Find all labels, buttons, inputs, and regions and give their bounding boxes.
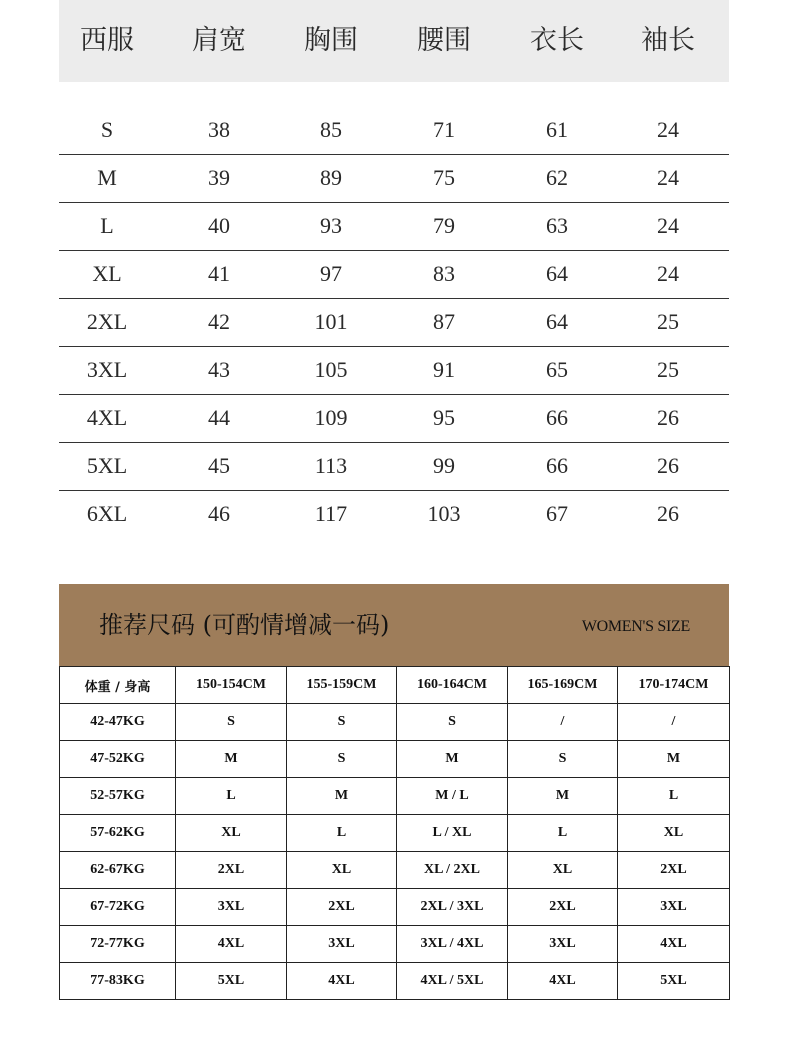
size-cell: M / L bbox=[397, 778, 508, 815]
measurement-cell: 87 bbox=[433, 309, 455, 334]
measurement-cell: 75 bbox=[433, 165, 455, 190]
measurement-cell: 93 bbox=[320, 213, 342, 238]
measurement-cell: 105 bbox=[314, 357, 348, 382]
measurement-cell: 44 bbox=[208, 405, 230, 430]
size-label: 6XL bbox=[86, 501, 128, 526]
measurement-cell: 64 bbox=[546, 261, 568, 286]
measurement-cell: 62 bbox=[546, 165, 568, 190]
table-row bbox=[60, 704, 730, 741]
size-cell: 4XL bbox=[508, 963, 618, 1000]
size-cell: L bbox=[508, 815, 618, 852]
size-label: 3XL bbox=[86, 357, 128, 382]
header-cell: 西服 bbox=[80, 25, 134, 56]
size-cell: 2XL bbox=[618, 852, 730, 889]
table-row bbox=[60, 741, 730, 778]
recommend-title: 推荐尺码 (可酌情增减一码) bbox=[99, 611, 390, 639]
size-cell: L bbox=[287, 815, 397, 852]
size-cell: 3XL bbox=[618, 889, 730, 926]
measurement-cell: 25 bbox=[657, 357, 679, 382]
measurement-cell: 63 bbox=[546, 213, 568, 238]
recommend-header-row bbox=[60, 667, 730, 704]
measurement-cell: 39 bbox=[208, 165, 230, 190]
size-cell: 3XL bbox=[287, 926, 397, 963]
size-cell: 2XL bbox=[508, 889, 618, 926]
size-label: 4XL bbox=[86, 405, 128, 430]
measurement-cell: 61 bbox=[546, 117, 568, 142]
size-cell: 2XL bbox=[176, 852, 287, 889]
measurement-cell: 38 bbox=[208, 117, 230, 142]
measurement-cell: 24 bbox=[657, 165, 679, 190]
size-cell: 4XL / 5XL bbox=[397, 963, 508, 1000]
size-cell: XL bbox=[287, 852, 397, 889]
size-cell: S bbox=[397, 704, 508, 741]
table-row bbox=[60, 815, 730, 852]
weight-cell: 52-57KG bbox=[60, 778, 176, 815]
size-cell: 5XL bbox=[176, 963, 287, 1000]
measurement-cell: 99 bbox=[433, 453, 455, 478]
size-cell: S bbox=[287, 741, 397, 778]
measurement-cell: 64 bbox=[546, 309, 568, 334]
measurement-cell: 97 bbox=[320, 261, 342, 286]
size-cell: 3XL bbox=[508, 926, 618, 963]
table-row bbox=[59, 202, 729, 251]
measurement-cell: 25 bbox=[657, 309, 679, 334]
measurement-cell: 42 bbox=[208, 309, 230, 334]
height-header: 160-164CM bbox=[397, 667, 508, 704]
header-cell: 肩宽 bbox=[192, 25, 246, 56]
measurement-cell: 89 bbox=[320, 165, 342, 190]
size-label: L bbox=[100, 213, 114, 238]
corner-cell: 体重 / 身高 bbox=[60, 667, 176, 704]
table-row bbox=[59, 154, 729, 203]
size-cell: XL bbox=[176, 815, 287, 852]
size-cell: M bbox=[618, 741, 730, 778]
measurement-cell: 79 bbox=[433, 213, 455, 238]
recommend-subtitle: WOMEN'S SIZE bbox=[581, 618, 690, 635]
measurement-cell: 95 bbox=[433, 405, 455, 430]
size-label: 2XL bbox=[86, 309, 128, 334]
recommend-table bbox=[59, 666, 730, 1000]
height-header: 150-154CM bbox=[176, 667, 287, 704]
size-cell: 3XL bbox=[176, 889, 287, 926]
measurement-cell: 85 bbox=[320, 117, 342, 142]
weight-cell: 72-77KG bbox=[60, 926, 176, 963]
measurement-cell: 117 bbox=[314, 501, 348, 526]
size-cell: L / XL bbox=[397, 815, 508, 852]
table-row bbox=[59, 250, 729, 299]
size-cell: S bbox=[508, 741, 618, 778]
measurement-cell: 71 bbox=[433, 117, 455, 142]
table-row bbox=[59, 346, 729, 395]
table-row bbox=[60, 963, 730, 1000]
measurement-cell: 26 bbox=[657, 501, 679, 526]
size-cell: / bbox=[618, 704, 730, 741]
measurement-cell: 91 bbox=[433, 357, 455, 382]
size-cell: M bbox=[397, 741, 508, 778]
weight-cell: 67-72KG bbox=[60, 889, 176, 926]
size-cell: 2XL bbox=[287, 889, 397, 926]
height-header: 155-159CM bbox=[287, 667, 397, 704]
measurement-cell: 24 bbox=[657, 117, 679, 142]
size-cell: M bbox=[508, 778, 618, 815]
measurement-cell: 24 bbox=[657, 261, 679, 286]
measurement-cell: 66 bbox=[546, 405, 568, 430]
header-cell: 袖长 bbox=[641, 25, 695, 56]
table-row bbox=[59, 442, 729, 491]
measurement-cell: 26 bbox=[657, 405, 679, 430]
size-cell: XL bbox=[618, 815, 730, 852]
measurement-cell: 40 bbox=[208, 213, 230, 238]
size-cell: 5XL bbox=[618, 963, 730, 1000]
header-cell: 胸围 bbox=[304, 25, 358, 56]
size-label: 5XL bbox=[86, 453, 128, 478]
weight-cell: 47-52KG bbox=[60, 741, 176, 778]
size-label: S bbox=[100, 117, 114, 142]
measurement-cell: 26 bbox=[657, 453, 679, 478]
measurement-cell: 67 bbox=[546, 501, 568, 526]
weight-cell: 57-62KG bbox=[60, 815, 176, 852]
table-row bbox=[59, 298, 729, 347]
size-cell: / bbox=[508, 704, 618, 741]
header-cell: 腰围 bbox=[417, 25, 471, 56]
table-row bbox=[60, 852, 730, 889]
size-cell: 4XL bbox=[287, 963, 397, 1000]
size-cell: S bbox=[287, 704, 397, 741]
size-cell: XL / 2XL bbox=[397, 852, 508, 889]
size-cell: M bbox=[176, 741, 287, 778]
measurement-cell: 109 bbox=[314, 405, 348, 430]
table-row bbox=[59, 394, 729, 443]
weight-cell: 42-47KG bbox=[60, 704, 176, 741]
measurement-cell: 113 bbox=[314, 453, 348, 478]
recommend-banner bbox=[59, 584, 729, 666]
measurement-cell: 45 bbox=[208, 453, 230, 478]
measurement-cell: 101 bbox=[314, 309, 348, 334]
measurement-cell: 65 bbox=[546, 357, 568, 382]
measurement-cell: 103 bbox=[427, 501, 461, 526]
measurement-cell: 83 bbox=[433, 261, 455, 286]
size-cell: 4XL bbox=[618, 926, 730, 963]
weight-cell: 77-83KG bbox=[60, 963, 176, 1000]
size-cell: 2XL / 3XL bbox=[397, 889, 508, 926]
size-cell: M bbox=[287, 778, 397, 815]
size-cell: S bbox=[176, 704, 287, 741]
measurement-cell: 66 bbox=[546, 453, 568, 478]
header-cell: 衣长 bbox=[530, 25, 584, 56]
weight-cell: 62-67KG bbox=[60, 852, 176, 889]
measurement-cell: 46 bbox=[208, 501, 230, 526]
size-cell: L bbox=[618, 778, 730, 815]
size-label: M bbox=[97, 165, 117, 190]
measurement-cell: 41 bbox=[208, 261, 230, 286]
size-table-header bbox=[59, 0, 729, 82]
size-cell: 3XL / 4XL bbox=[397, 926, 508, 963]
size-cell: 4XL bbox=[176, 926, 287, 963]
table-row bbox=[60, 926, 730, 963]
size-cell: XL bbox=[508, 852, 618, 889]
height-header: 165-169CM bbox=[508, 667, 618, 704]
size-cell: L bbox=[176, 778, 287, 815]
table-row bbox=[59, 106, 729, 155]
table-row bbox=[60, 778, 730, 815]
size-label: XL bbox=[92, 261, 122, 286]
measurement-cell: 24 bbox=[657, 213, 679, 238]
table-row bbox=[60, 889, 730, 926]
height-header: 170-174CM bbox=[618, 667, 730, 704]
table-row bbox=[59, 490, 729, 538]
measurement-cell: 43 bbox=[208, 357, 230, 382]
